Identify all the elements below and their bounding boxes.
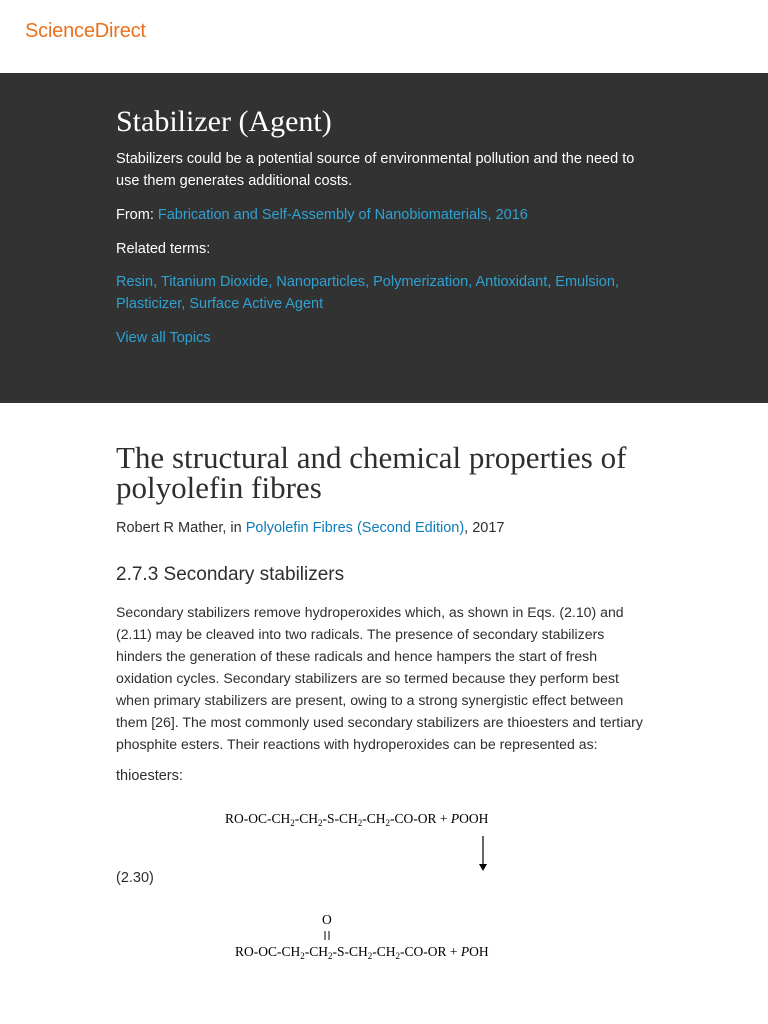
article-byline bbox=[116, 517, 505, 539]
related-term-link[interactable]: Plasticizer bbox=[116, 296, 182, 312]
author-name: Robert R Mather, in bbox=[116, 520, 246, 536]
topic-title: Stabilizer (Agent) bbox=[116, 105, 332, 138]
from-label: From: bbox=[116, 207, 154, 223]
related-terms-label: Related terms: bbox=[116, 241, 211, 257]
section-heading: 2.7.3 Secondary stabilizers bbox=[116, 564, 345, 585]
article-title: The structural and chemical properties of polyolefin fibres bbox=[116, 440, 627, 505]
equation-products: $RO-OC-CH_2-CH_2-S-CH_2-CH_2-CO-OR$ + POH bbox=[235, 944, 489, 961]
thioester-equation-figure bbox=[180, 798, 600, 968]
top-bar bbox=[0, 0, 768, 73]
view-all-topics-link[interactable]: View all Topics bbox=[116, 330, 211, 346]
related-term-link[interactable]: Resin bbox=[116, 274, 154, 290]
topic-description: Stabilizers could be a potential source of environmental pollution and the need to use them generates additional costs. bbox=[116, 151, 635, 189]
related-term-link[interactable]: Polymerization bbox=[373, 274, 469, 290]
equation-reactants: $RO-OC-CH_2-CH_2-S-CH_2-CH_2-CO-OR$ + POOH bbox=[225, 811, 489, 828]
carbonyl-oxygen: O bbox=[322, 912, 332, 927]
thioesters-label: thioesters: bbox=[116, 768, 183, 784]
article-paragraph: Secondary stabilizers remove hydroperoxides which, as shown in Eqs. (2.10) and (2.11) may be cleaved into two radicals. The presence of secondary stabilizers hinders the generation of these radicals and hence hampers the start of fresh oxidation cycles. Secondary stabilizers are so termed because they perform best when primary stabilizers are present, owing to a strong synergistic effect between them [26]. The most commonly used secondary stabilizers are thioesters and tertiary phosphite esters. Their reactions with hydroperoxides can be represented as: bbox=[116, 604, 643, 752]
related-terms-list: Resin, Titanium Dioxide, Nanoparticles, Polymerization, Antioxidant, Emulsion, Plasticizer, Surface Active Agent bbox=[116, 274, 619, 312]
related-term-link[interactable]: Nanoparticles bbox=[276, 274, 366, 290]
related-term-link[interactable]: Titanium Dioxide bbox=[160, 274, 269, 290]
equation-number: (2.30) bbox=[116, 870, 154, 886]
topic-header bbox=[0, 73, 768, 403]
book-link[interactable]: Polyolefin Fibres (Second Edition) bbox=[245, 520, 465, 536]
related-term-link[interactable]: Emulsion bbox=[555, 274, 615, 290]
topic-source bbox=[116, 204, 646, 226]
related-term-link[interactable]: Surface Active Agent bbox=[189, 296, 324, 312]
reaction-arrowhead bbox=[479, 864, 487, 871]
related-term-link[interactable]: Antioxidant bbox=[475, 274, 548, 290]
sciencedirect-logo[interactable]: ScienceDirect bbox=[25, 20, 146, 42]
source-link[interactable]: Fabrication and Self-Assembly of Nanobiomaterials, 2016 bbox=[157, 207, 528, 223]
publication-year: , 2017 bbox=[464, 520, 505, 536]
